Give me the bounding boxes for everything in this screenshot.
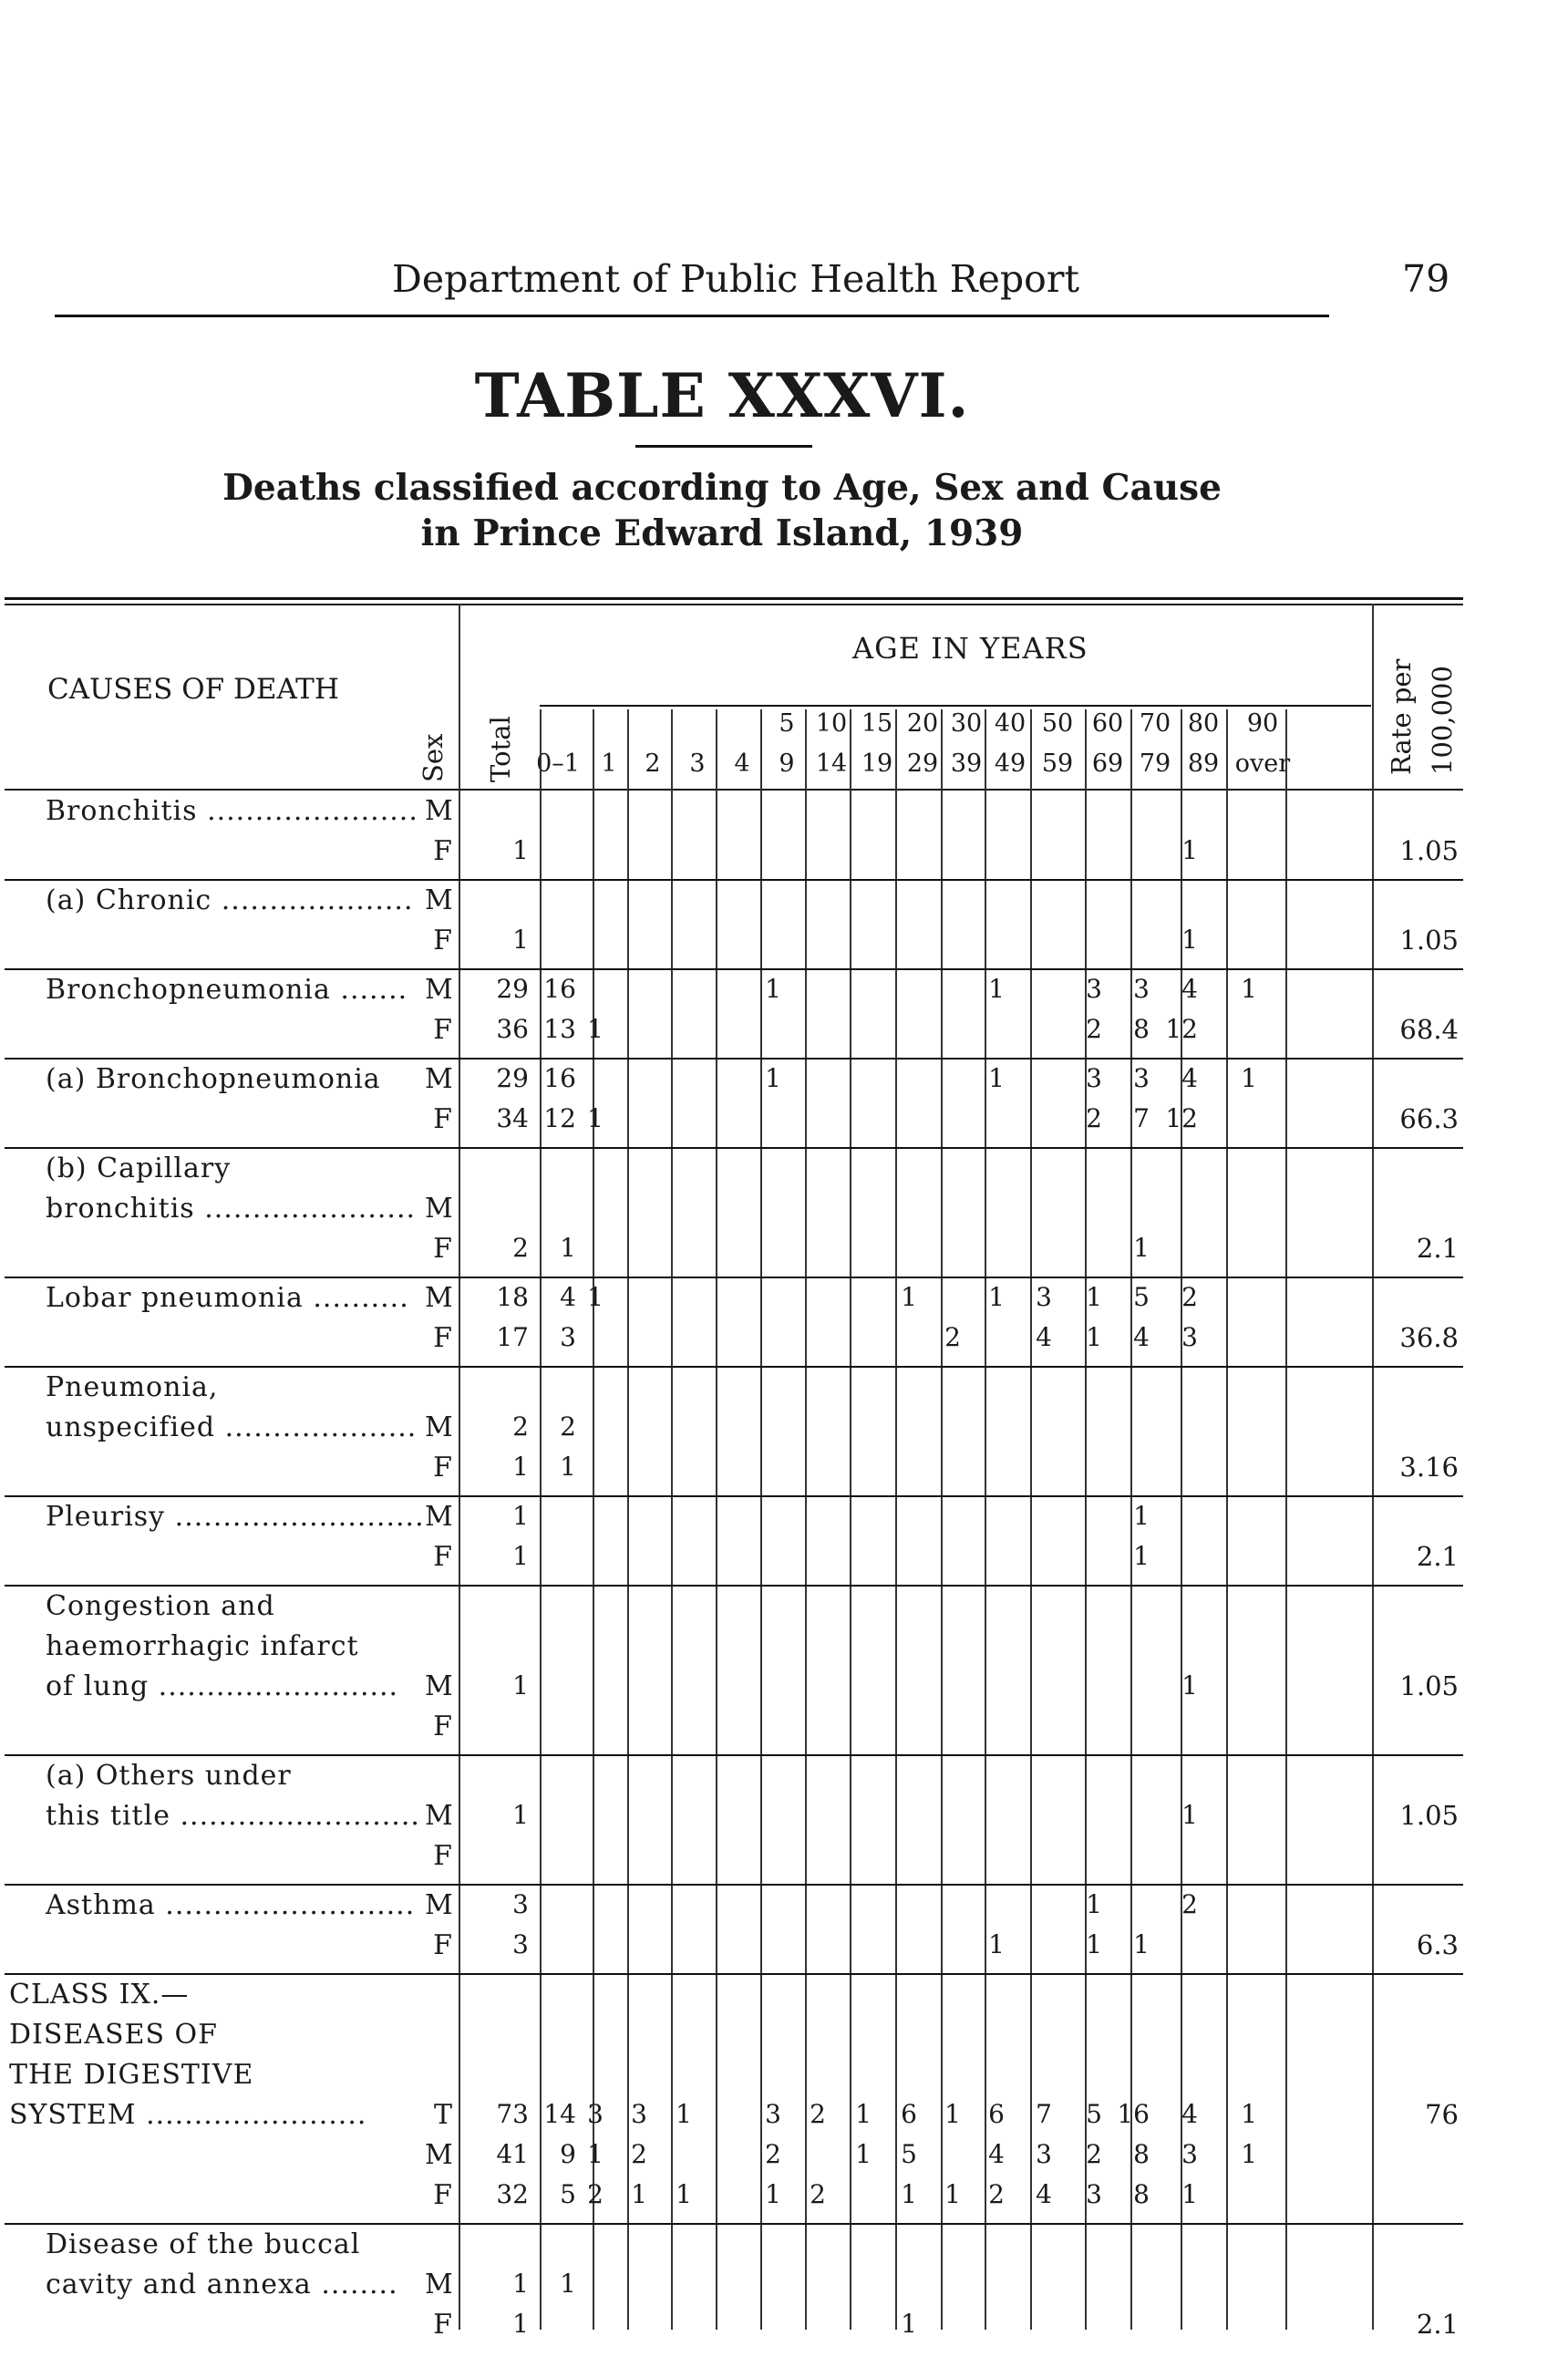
row-7-age-13-1: 1 (1133, 1541, 1150, 1571)
age-col-header-8-bottom: 29 (906, 749, 939, 778)
title-rule (635, 445, 812, 448)
row-separator-8 (5, 1754, 1463, 1756)
row-separator-6 (5, 1495, 1463, 1497)
row-3-age-0-0: 16 (543, 1063, 576, 1093)
row-11-age-8-1: 5 (901, 2139, 917, 2169)
row-11-age-13-0: 16 (1117, 2099, 1150, 2129)
row-label-0-0: Bronchitis ...................... (46, 795, 418, 827)
row-11-age-1-0: 3 (587, 2099, 603, 2129)
row-11-age-0-1: 9 (560, 2139, 576, 2169)
row-7-age-13-0: 1 (1133, 1501, 1150, 1531)
row-11-age-11-2: 4 (1036, 2179, 1052, 2209)
row-6-sex-0: M (425, 1411, 453, 1443)
row-3-age-15-0: 1 (1241, 1063, 1257, 1093)
row-11-age-13-1: 8 (1133, 2139, 1150, 2169)
age-col-header-12-top: 60 (1091, 709, 1124, 738)
row-5-age-12-0: 1 (1086, 1282, 1102, 1312)
row-separator-10 (5, 1973, 1463, 1975)
age-col-header-14-bottom: 89 (1187, 749, 1220, 778)
row-label-8-2: of lung ......................... (46, 1670, 399, 1702)
row-separator-11 (5, 2223, 1463, 2225)
row-2-age-14-0: 4 (1181, 974, 1198, 1004)
row-label-1-0: (a) Chronic .................... (46, 884, 414, 916)
running-header (55, 257, 1477, 312)
row-2-total-0: 29 (496, 974, 529, 1004)
age-col-header-1-bottom: 1 (601, 749, 617, 778)
row-2-age-13-0: 3 (1133, 974, 1150, 1004)
row-12-rate-1: 2.1 (1416, 2309, 1459, 2340)
row-11-age-3-0: 1 (676, 2099, 692, 2129)
row-5-total-0: 18 (496, 1282, 529, 1312)
row-6-age-0-0: 2 (560, 1411, 576, 1442)
row-5-age-10-0: 1 (988, 1282, 1005, 1312)
total-header: Total (485, 716, 516, 782)
row-11-age-9-0: 1 (944, 2099, 961, 2129)
age-group-header: AGE IN YEARS (852, 631, 1088, 666)
row-label-6-1: unspecified .................... (46, 1411, 418, 1443)
age-col-header-11-bottom: 59 (1041, 749, 1074, 778)
row-11-age-14-1: 3 (1181, 2139, 1198, 2169)
row-11-age-12-2: 3 (1086, 2179, 1102, 2209)
row-4-age-13-1: 1 (1133, 1233, 1150, 1263)
row-11-age-8-0: 6 (901, 2099, 917, 2129)
row-0-sex-1: F (433, 835, 452, 867)
row-11-age-1-1: 1 (587, 2139, 603, 2169)
row-10-total-1: 3 (512, 1929, 529, 1959)
row-11-total-2: 32 (496, 2179, 529, 2209)
row-11-age-2-2: 1 (631, 2179, 647, 2209)
row-11-age-7-1: 1 (855, 2139, 872, 2169)
row-11-age-5-2: 1 (765, 2179, 781, 2209)
row-7-total-0: 1 (512, 1501, 529, 1531)
row-label-11-2: THE DIGESTIVE (9, 2059, 254, 2091)
age-col-header-7-bottom: 19 (861, 749, 893, 778)
row-11-age-2-1: 2 (631, 2139, 647, 2169)
age-col-header-9-bottom: 39 (950, 749, 983, 778)
rate-header-line-1: Rate per (1386, 658, 1417, 775)
row-5-total-1: 17 (496, 1322, 529, 1352)
row-11-age-11-0: 7 (1036, 2099, 1052, 2129)
row-label-8-1: haemorrhagic infarct (46, 1630, 359, 1662)
table-top-rule-inner (5, 604, 1463, 605)
row-8-sex-1: F (433, 1711, 452, 1742)
row-label-2-0: Bronchopneumonia ....... (46, 974, 408, 1006)
row-5-age-11-0: 3 (1036, 1282, 1052, 1312)
row-label-7-0: Pleurisy .......................... (46, 1501, 425, 1533)
row-4-total-1: 2 (512, 1233, 529, 1263)
row-11-sex-0: T (433, 2099, 452, 2131)
row-5-age-14-1: 3 (1181, 1322, 1198, 1352)
causes-header: CAUSES OF DEATH (47, 673, 339, 706)
row-1-sex-1: F (433, 925, 452, 956)
row-6-total-1: 1 (512, 1452, 529, 1482)
age-col-header-5-top: 5 (779, 709, 795, 738)
row-7-rate-1: 2.1 (1416, 1541, 1459, 1572)
row-2-age-5-0: 1 (765, 974, 781, 1004)
page-number: 79 (1402, 257, 1450, 301)
table-title: TABLE XXXVI. (474, 360, 970, 431)
row-2-age-14-1: 12 (1165, 1014, 1198, 1044)
row-12-total-0: 1 (512, 2269, 529, 2299)
row-1-age-14-1: 1 (1181, 925, 1198, 955)
row-9-rate-0: 1.05 (1399, 1800, 1459, 1831)
age-col-header-4-bottom: 4 (734, 749, 750, 778)
row-12-age-8-1: 1 (901, 2309, 917, 2339)
row-3-age-5-0: 1 (765, 1063, 781, 1093)
row-11-rate-0: 76 (1425, 2099, 1459, 2130)
table-subtitle-line-1: Deaths classified according to Age, Sex and Cause (222, 467, 1222, 509)
row-3-age-12-1: 2 (1086, 1103, 1102, 1133)
sex-header: Sex (418, 733, 449, 782)
row-label-4-0: (b) Capillary (46, 1153, 232, 1184)
age-col-header-6-bottom: 14 (815, 749, 848, 778)
row-1-sex-0: M (425, 884, 453, 916)
row-separator-4 (5, 1277, 1463, 1278)
row-separator-5 (5, 1366, 1463, 1368)
header-bottom-rule (5, 789, 1463, 791)
column-rule-13 (1085, 709, 1087, 2330)
row-5-age-11-1: 4 (1036, 1322, 1052, 1352)
row-separator-9 (5, 1884, 1463, 1886)
row-separator-0 (5, 879, 1463, 881)
age-col-header-15-bottom: over (1234, 749, 1291, 778)
column-rule-10 (941, 709, 943, 2330)
row-11-age-8-2: 1 (901, 2179, 917, 2209)
column-rule-7 (805, 709, 807, 2330)
column-rule-17 (1285, 709, 1287, 2330)
row-label-8-0: Congestion and (46, 1590, 275, 1622)
row-2-age-10-0: 1 (988, 974, 1005, 1004)
row-3-age-14-0: 4 (1181, 1063, 1198, 1093)
row-11-age-2-0: 3 (631, 2099, 647, 2129)
age-col-header-15-top: 90 (1246, 709, 1279, 738)
row-label-11-3: SYSTEM ....................... (9, 2099, 367, 2131)
row-11-total-0: 73 (496, 2099, 529, 2129)
age-col-header-8-top: 20 (906, 709, 939, 738)
row-label-11-0: CLASS IX.— (9, 1979, 190, 2011)
row-separator-1 (5, 968, 1463, 970)
column-rule-2 (593, 709, 594, 2330)
row-3-rate-1: 66.3 (1399, 1103, 1459, 1134)
row-11-age-11-1: 3 (1036, 2139, 1052, 2169)
row-12-total-1: 1 (512, 2309, 529, 2339)
row-11-age-14-0: 4 (1181, 2099, 1198, 2129)
row-5-age-0-0: 4 (560, 1282, 576, 1312)
row-5-rate-1: 36.8 (1399, 1322, 1459, 1353)
row-10-rate-1: 6.3 (1416, 1929, 1459, 1960)
row-11-age-6-2: 2 (810, 2179, 826, 2209)
row-11-age-6-0: 2 (810, 2099, 826, 2129)
row-2-rate-1: 68.4 (1399, 1014, 1459, 1045)
row-8-total-0: 1 (512, 1670, 529, 1701)
age-col-header-2-bottom: 2 (645, 749, 661, 778)
row-8-age-14-0: 1 (1181, 1670, 1198, 1701)
age-col-header-13-bottom: 79 (1139, 749, 1171, 778)
row-4-sex-0: M (425, 1193, 453, 1225)
row-11-age-9-2: 1 (944, 2179, 961, 2209)
row-10-age-12-0: 1 (1086, 1889, 1102, 1919)
row-3-age-14-1: 12 (1165, 1103, 1198, 1133)
row-5-age-8-0: 1 (901, 1282, 917, 1312)
row-11-age-5-1: 2 (765, 2139, 781, 2169)
age-col-header-11-top: 50 (1041, 709, 1074, 738)
row-2-age-0-1: 13 (543, 1014, 576, 1044)
row-11-age-12-1: 2 (1086, 2139, 1102, 2169)
row-separator-3 (5, 1147, 1463, 1149)
row-11-age-0-2: 5 (560, 2179, 576, 2209)
row-10-total-0: 3 (512, 1889, 529, 1919)
row-label-5-0: Lobar pneumonia .......... (46, 1282, 409, 1314)
row-label-9-0: (a) Others under (46, 1760, 292, 1792)
row-10-sex-0: M (425, 1889, 453, 1921)
age-col-header-7-top: 15 (861, 709, 893, 738)
rate-header-line-2: 100,000 (1427, 666, 1458, 775)
row-5-age-13-0: 5 (1133, 1282, 1150, 1312)
row-label-6-0: Pneumonia, (46, 1371, 219, 1403)
age-col-header-0-bottom: 0–1 (536, 749, 580, 778)
row-8-sex-0: M (425, 1670, 453, 1702)
row-5-age-1-0: 1 (587, 1282, 603, 1312)
row-2-sex-0: M (425, 974, 453, 1006)
row-11-age-10-0: 6 (988, 2099, 1005, 2129)
row-separator-2 (5, 1058, 1463, 1060)
row-11-age-10-1: 4 (988, 2139, 1005, 2169)
column-rule-4 (671, 709, 673, 2330)
row-7-sex-0: M (425, 1501, 453, 1533)
row-0-sex-0: M (425, 795, 453, 827)
table-top-rule (5, 597, 1463, 600)
row-11-age-0-0: 14 (543, 2099, 576, 2129)
header-rule (55, 315, 1329, 317)
row-2-total-1: 36 (496, 1014, 529, 1044)
row-11-age-15-1: 1 (1241, 2139, 1257, 2169)
age-col-header-12-bottom: 69 (1091, 749, 1124, 778)
row-5-age-12-1: 1 (1086, 1322, 1102, 1352)
row-3-total-1: 34 (496, 1103, 529, 1133)
row-3-age-12-0: 3 (1086, 1063, 1102, 1093)
column-rule-12 (1030, 709, 1032, 2330)
row-12-sex-0: M (425, 2269, 453, 2300)
row-5-age-13-1: 4 (1133, 1322, 1150, 1352)
row-8-rate-0: 1.05 (1399, 1670, 1459, 1701)
row-2-age-15-0: 1 (1241, 974, 1257, 1004)
row-label-11-1: DISEASES OF (9, 2019, 218, 2051)
row-11-age-15-0: 1 (1241, 2099, 1257, 2129)
row-2-age-0-0: 16 (543, 974, 576, 1004)
column-rule-3 (627, 709, 629, 2330)
row-label-12-0: Disease of the buccal (46, 2228, 361, 2260)
row-3-age-13-0: 3 (1133, 1063, 1150, 1093)
row-6-rate-1: 3.16 (1399, 1452, 1459, 1483)
row-label-12-1: cavity and annexa ........ (46, 2269, 398, 2300)
row-10-age-10-1: 1 (988, 1929, 1005, 1959)
running-title: Department of Public Health Report (392, 257, 1079, 301)
row-7-sex-1: F (433, 1541, 452, 1573)
row-3-total-0: 29 (496, 1063, 529, 1093)
row-3-sex-1: F (433, 1103, 452, 1135)
row-1-rate-1: 1.05 (1399, 925, 1459, 956)
row-11-sex-2: F (433, 2179, 452, 2211)
row-10-sex-1: F (433, 1929, 452, 1961)
age-col-header-3-bottom: 3 (689, 749, 706, 778)
row-5-sex-1: F (433, 1322, 452, 1354)
row-3-age-13-1: 7 (1133, 1103, 1150, 1133)
row-label-3-0: (a) Bronchopneumonia (46, 1063, 381, 1095)
row-5-age-0-1: 3 (560, 1322, 576, 1352)
row-2-age-1-1: 1 (587, 1014, 603, 1044)
row-11-age-5-0: 3 (765, 2099, 781, 2129)
row-5-age-14-0: 2 (1181, 1282, 1198, 1312)
row-3-age-0-1: 12 (543, 1103, 576, 1133)
age-col-header-10-bottom: 49 (994, 749, 1026, 778)
row-6-sex-1: F (433, 1452, 452, 1483)
row-7-total-1: 1 (512, 1541, 529, 1571)
row-3-age-1-1: 1 (587, 1103, 603, 1133)
row-1-total-1: 1 (512, 925, 529, 955)
row-label-9-1: this title ......................... (46, 1800, 420, 1832)
row-6-age-0-1: 1 (560, 1452, 576, 1482)
column-rule-16 (1226, 709, 1228, 2330)
column-rule-0 (459, 604, 460, 2330)
column-rule-5 (716, 709, 717, 2330)
row-11-age-7-0: 1 (855, 2099, 872, 2129)
row-4-sex-1: F (433, 1233, 452, 1265)
row-4-age-0-1: 1 (560, 1233, 576, 1263)
row-11-age-10-2: 2 (988, 2179, 1005, 2209)
row-11-age-13-2: 8 (1133, 2179, 1150, 2209)
row-9-age-14-0: 1 (1181, 1800, 1198, 1830)
row-5-age-9-1: 2 (944, 1322, 961, 1352)
row-0-age-14-1: 1 (1181, 835, 1198, 865)
column-rule-6 (760, 709, 762, 2330)
column-rule-11 (985, 709, 986, 2330)
row-2-age-13-1: 8 (1133, 1014, 1150, 1044)
row-separator-7 (5, 1585, 1463, 1587)
row-12-sex-1: F (433, 2309, 452, 2341)
table-subtitle-line-2: in Prince Edward Island, 1939 (420, 512, 1024, 554)
row-9-total-0: 1 (512, 1800, 529, 1830)
row-label-4-1: bronchitis ...................... (46, 1193, 417, 1225)
age-header-rule (540, 705, 1371, 707)
row-11-sex-1: M (425, 2139, 453, 2171)
row-4-rate-1: 2.1 (1416, 1233, 1459, 1264)
age-col-header-6-top: 10 (815, 709, 848, 738)
row-3-age-10-0: 1 (988, 1063, 1005, 1093)
row-2-sex-1: F (433, 1014, 452, 1046)
row-6-total-0: 2 (512, 1411, 529, 1442)
row-10-age-14-0: 2 (1181, 1889, 1198, 1919)
row-0-total-1: 1 (512, 835, 529, 865)
age-col-header-13-top: 70 (1139, 709, 1171, 738)
age-col-header-14-top: 80 (1187, 709, 1220, 738)
row-11-age-12-0: 5 (1086, 2099, 1102, 2129)
column-rule-9 (895, 709, 897, 2330)
age-col-header-10-top: 40 (994, 709, 1026, 738)
row-label-10-0: Asthma .......................... (46, 1889, 416, 1921)
column-rule-8 (850, 709, 851, 2330)
row-11-total-1: 41 (496, 2139, 529, 2169)
row-2-age-12-1: 2 (1086, 1014, 1102, 1044)
age-col-header-5-bottom: 9 (779, 749, 795, 778)
row-3-sex-0: M (425, 1063, 453, 1095)
row-9-sex-1: F (433, 1840, 452, 1872)
row-0-rate-1: 1.05 (1399, 835, 1459, 866)
row-10-age-13-1: 1 (1133, 1929, 1150, 1959)
row-9-sex-0: M (425, 1800, 453, 1832)
column-rule-1 (540, 709, 542, 2330)
age-col-header-9-top: 30 (950, 709, 983, 738)
row-5-sex-0: M (425, 1282, 453, 1314)
row-12-age-0-0: 1 (560, 2269, 576, 2299)
row-2-age-12-0: 3 (1086, 974, 1102, 1004)
row-11-age-14-2: 1 (1181, 2179, 1198, 2209)
row-11-age-3-2: 1 (676, 2179, 692, 2209)
row-11-age-1-2: 2 (587, 2179, 603, 2209)
row-10-age-12-1: 1 (1086, 1929, 1102, 1959)
